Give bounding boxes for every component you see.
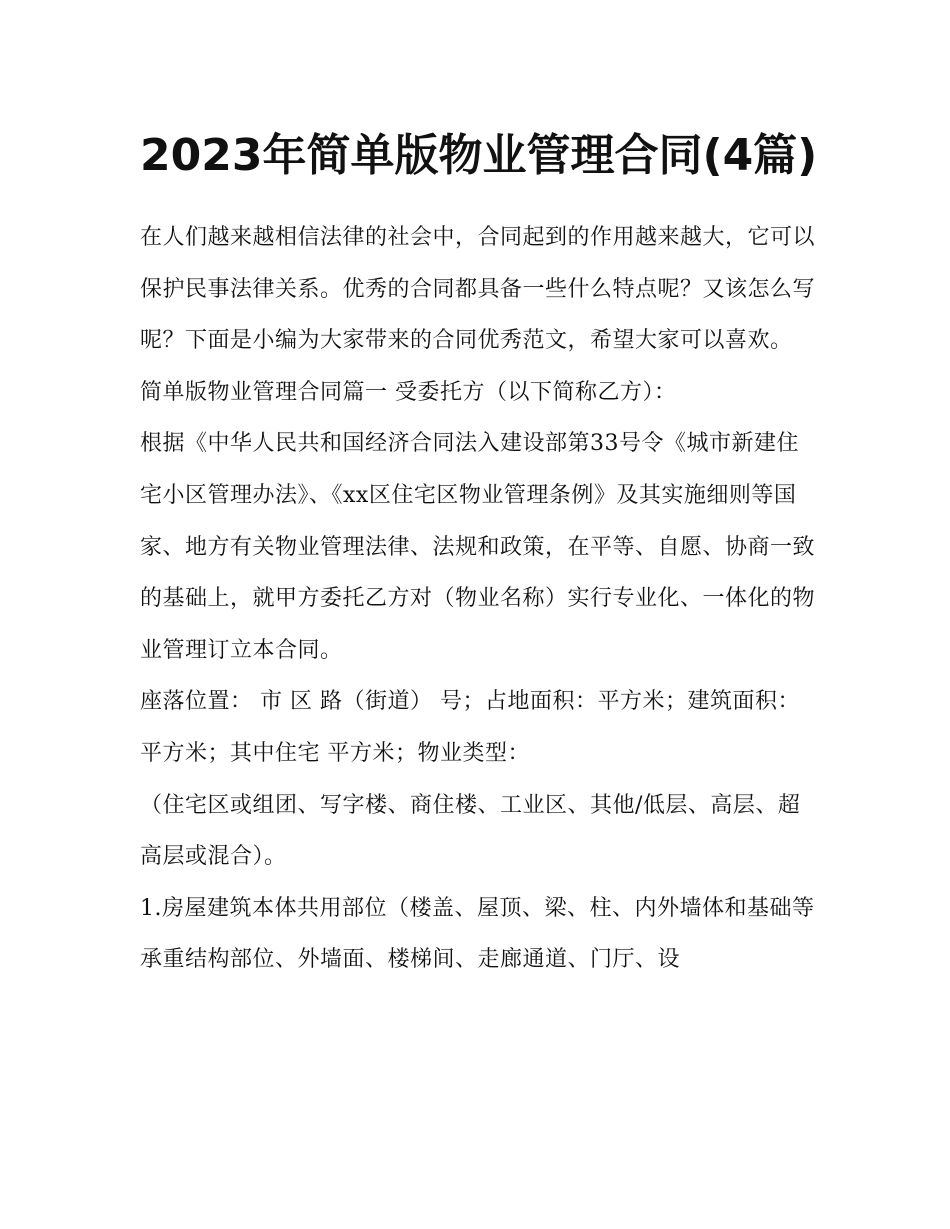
contract-heading-paragraph: 简单版物业管理合同篇一 受委托方（以下简称乙方）： xyxy=(140,379,677,405)
intro-paragraph: 在人们越来越相信法律的社会中，合同起到的作用越来越大，它可以保护民事法律关系。优秀的合同都具备一些什么特点呢？又该怎么写呢？下面是小编为大家带来的合同优秀范文，希望大家可以喜欢。 xyxy=(140,225,816,354)
property-type-paragraph: （住宅区或组团、写字楼、商住楼、工业区、其他/低层、高层、超高层或混合）。 xyxy=(140,792,801,870)
location-paragraph: 座落位置： 市 区 路（街道） 号；占地面积：平方米；建筑面积： 平方米；其中住宅 平方米；物业类型： xyxy=(140,689,800,766)
clause-1-paragraph: 1.房屋建筑本体共用部位（楼盖、屋顶、梁、柱、内外墙体和基础等承重结构部位、外墙面、楼梯间、走廊通道、门厅、设 xyxy=(140,895,815,973)
legal-basis-paragraph: 根据《中华人民共和国经济合同法入建设部第33号令《城市新建住宅小区管理办法》、《xx区住宅区物业管理条例》及其实施细则等国家、地方有关物业管理法律、法规和政策，在平等、自愿、协商一致的基础上，就甲方委托乙方对（物业名称）实行专业化、一体化的物业管理订立本合同。 xyxy=(140,431,816,663)
document-title: 2023年简单版物业管理合同(4篇) xyxy=(140,130,818,181)
document-page xyxy=(140,118,820,986)
